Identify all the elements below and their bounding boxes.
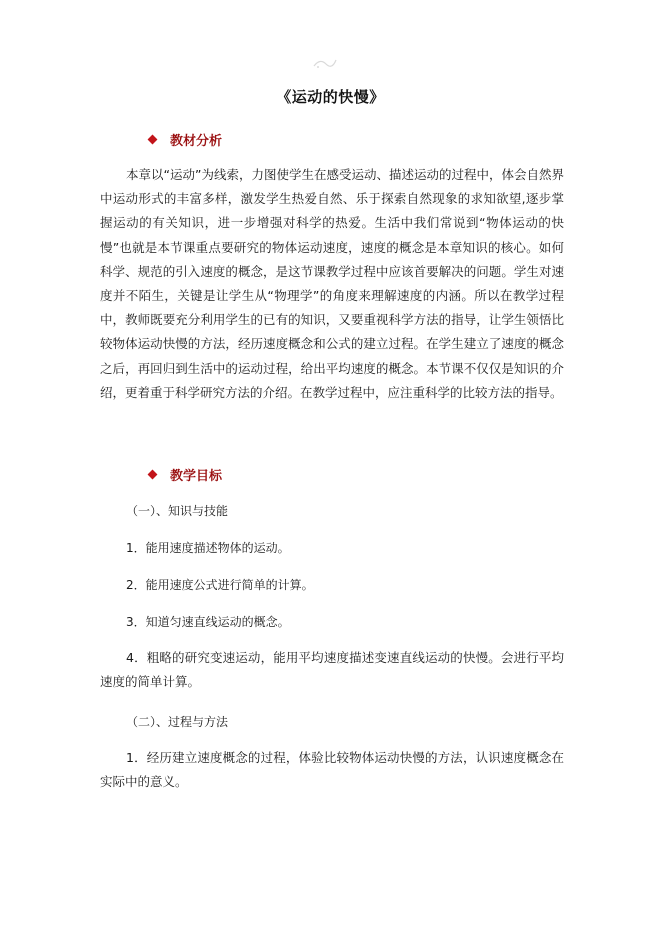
- diamond-bullet-icon: [148, 470, 158, 480]
- document-title: 《运动的快慢》: [276, 88, 385, 106]
- list-item: 3．知道匀速直线运动的概念。: [126, 615, 290, 629]
- section-heading-objectives: [148, 465, 222, 484]
- list-item: 4．粗略的研究变速运动，能用平均速度描述变速直线运动的快慢。会进行平均速度的简单计算。: [100, 650, 564, 690]
- watermark-logo: [312, 56, 338, 70]
- list-item: 1．能用速度描述物体的运动。: [126, 541, 290, 555]
- list-item: 1．经历建立速度概念的过程，体验比较物体运动快慢的方法，认识速度概念在实际中的意义。: [100, 750, 564, 790]
- section-heading-label: 教学目标: [170, 469, 223, 484]
- section-heading-label: 教材分析: [170, 134, 223, 149]
- analysis-paragraph: 本章以“运动”为线索，力图使学生在感受运动、描述运动的过程中，体会自然界中运动形式的丰富多样，激发学生热爱自然、乐于探索自然现象的求知欲望,逐步掌握运动的有关知识，进一步增强对科学的热爱。生活中我们常说到“物体运动的快慢”也就是本节课重点要研究的物体运动速度，速度的概念是本章知识的核心。如何科学、规范的引入速度的概念，是这节课教学过程中应该首要解决的问题。学生对速度并不陌生，关键是让学生从“物理学”的角度来理解速度的内涵。所以在教学过程中，教师既要充分利用学生的已有的知识，又要重视科学方法的指导，让学生领悟比较物体运动快慢的方法，经历速度概念和公式的建立过程。在学生建立了速度的概念之后，再回归到生活中的运动过程，给出平均速度的概念。本节课不仅仅是知识的介绍，更着重于科学研究方法的介绍。在教学过程中，应注重科学的比较方法的指导。: [100, 167, 564, 400]
- subheading-process-methods: （二）、过程与方法: [126, 715, 229, 729]
- diamond-bullet-icon: [148, 135, 158, 145]
- section-heading-analysis: [148, 130, 222, 149]
- subheading-knowledge-skills: （一）、知识与技能: [126, 504, 229, 518]
- list-item: 2．能用速度公式进行简单的计算。: [126, 578, 314, 592]
